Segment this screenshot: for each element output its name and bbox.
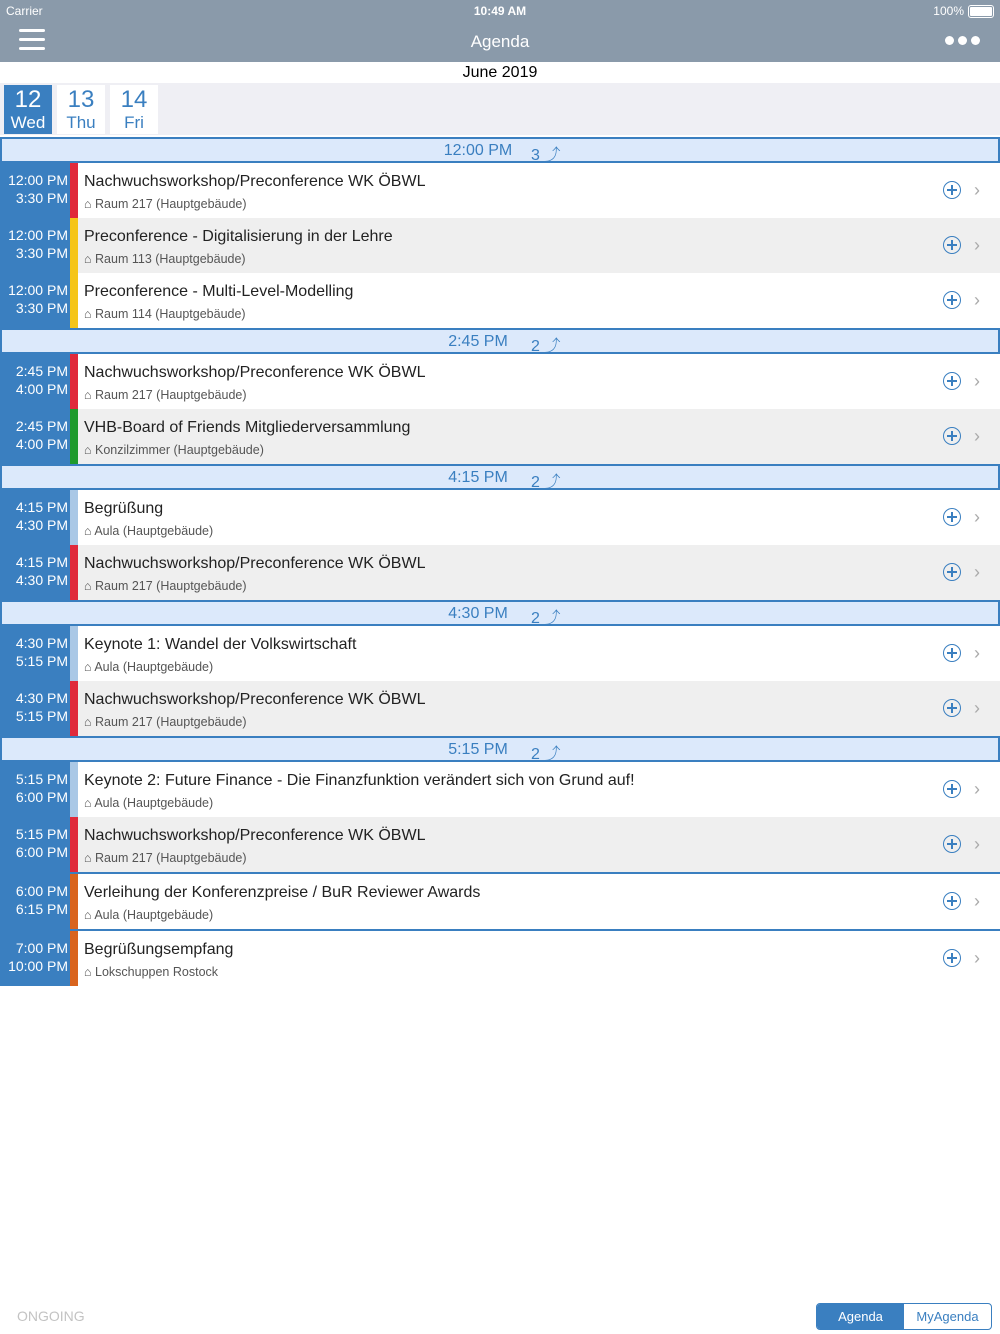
event-time: 12:00 PM 3:30 PM [0, 163, 70, 218]
add-to-myagenda-icon[interactable] [943, 563, 961, 581]
event-time: 5:15 PM 6:00 PM [0, 762, 70, 817]
event-row[interactable] [0, 545, 1000, 600]
chevron-right-icon: › [974, 779, 980, 799]
ongoing-toggle[interactable]: ONGOING [17, 1308, 85, 1324]
event-row[interactable] [0, 817, 1000, 872]
group-time: 4:15 PM [448, 469, 508, 486]
group-count: 2 ⤴ [531, 610, 561, 627]
add-to-myagenda-icon[interactable] [943, 780, 961, 798]
day-weekday: Fri [124, 113, 144, 132]
add-to-myagenda-icon[interactable] [943, 508, 961, 526]
segment-agenda[interactable]: Agenda [817, 1304, 904, 1329]
event-time: 4:30 PM 5:15 PM [0, 681, 70, 736]
battery-indicator [933, 4, 994, 18]
event-time: 5:15 PM 6:00 PM [0, 817, 70, 872]
event-row[interactable] [0, 762, 1000, 817]
add-to-myagenda-icon[interactable] [943, 372, 961, 390]
event-row[interactable] [0, 163, 1000, 218]
agenda-list [0, 137, 1000, 986]
event-row[interactable] [0, 626, 1000, 681]
group-count: 3 ⤴ [531, 147, 561, 164]
event-row[interactable] [0, 490, 1000, 545]
event-location: ⌂ Lokschuppen Rostock [84, 965, 219, 979]
battery-icon [968, 5, 994, 18]
day-number: 13 [67, 86, 95, 113]
track-color-bar [70, 681, 78, 736]
event-title: VHB-Board of Friends Mitgliederversammlung [84, 419, 411, 436]
track-color-bar [70, 218, 78, 273]
event-row[interactable] [0, 273, 1000, 328]
event-location: ⌂ Aula (Hauptgebäude) [84, 660, 214, 674]
add-to-myagenda-icon[interactable] [943, 949, 961, 967]
track-color-bar [70, 273, 78, 328]
track-color-bar [70, 354, 78, 409]
event-location: ⌂ Raum 217 (Hauptgebäude) [84, 579, 247, 593]
event-row[interactable] [0, 929, 1000, 986]
chevron-right-icon: › [974, 371, 980, 391]
chevron-right-icon: › [974, 891, 980, 911]
event-time: 4:30 PM 5:15 PM [0, 626, 70, 681]
track-color-bar [70, 409, 78, 464]
event-location: ⌂ Raum 217 (Hauptgebäude) [84, 851, 247, 865]
chevron-right-icon: › [974, 180, 980, 200]
chevron-right-icon: › [974, 643, 980, 663]
month-label: June 2019 [462, 64, 538, 81]
chevron-right-icon: › [974, 698, 980, 718]
group-time: 12:00 PM [443, 142, 513, 159]
track-color-bar [70, 817, 78, 872]
track-color-bar [70, 931, 78, 986]
event-time: 4:15 PM 4:30 PM [0, 545, 70, 600]
event-title: Preconference - Digitalisierung in der Lehre [84, 228, 393, 245]
event-title: Keynote 1: Wandel der Volkswirtschaft [84, 636, 357, 653]
track-color-bar [70, 626, 78, 681]
event-time: 6:00 PM 6:15 PM [0, 874, 70, 929]
day-tab-13[interactable] [57, 85, 105, 134]
day-weekday: Wed [10, 113, 46, 132]
time-group-header[interactable] [0, 464, 1000, 490]
battery-percent: 100% [933, 4, 964, 18]
event-location: ⌂ Aula (Hauptgebäude) [84, 796, 214, 810]
time-group-header[interactable] [0, 736, 1000, 762]
event-row[interactable] [0, 872, 1000, 929]
clock: 10:49 AM [473, 4, 527, 18]
page-title: Agenda [470, 32, 530, 51]
status-bar [0, 0, 1000, 22]
chevron-right-icon: › [974, 235, 980, 255]
add-to-myagenda-icon[interactable] [943, 181, 961, 199]
day-number: 14 [120, 86, 148, 113]
chevron-right-icon: › [974, 290, 980, 310]
add-to-myagenda-icon[interactable] [943, 291, 961, 309]
event-title: Nachwuchsworkshop/Preconference WK ÖBWL [84, 827, 426, 844]
event-time: 7:00 PM 10:00 PM [0, 931, 70, 986]
nav-bar [0, 22, 1000, 62]
track-color-bar [70, 762, 78, 817]
segment-myagenda[interactable]: MyAgenda [916, 1309, 979, 1324]
group-count: 2 ⤴ [531, 474, 561, 491]
event-row[interactable] [0, 354, 1000, 409]
chevron-right-icon: › [974, 948, 980, 968]
time-group-header[interactable] [0, 328, 1000, 354]
event-title: Nachwuchsworkshop/Preconference WK ÖBWL [84, 173, 426, 190]
time-group-header[interactable] [0, 137, 1000, 163]
event-location: ⌂ Konzilzimmer (Hauptgebäude) [84, 443, 264, 457]
chevron-right-icon: › [974, 507, 980, 527]
add-to-myagenda-icon[interactable] [943, 835, 961, 853]
event-location: ⌂ Raum 114 (Hauptgebäude) [84, 307, 246, 321]
more-options-icon[interactable] [945, 36, 980, 45]
event-location: ⌂ Aula (Hauptgebäude) [84, 524, 214, 538]
group-time: 2:45 PM [448, 333, 508, 350]
view-segmented-control [816, 1303, 992, 1330]
date-strip [0, 83, 1000, 135]
track-color-bar [70, 874, 78, 929]
add-to-myagenda-icon[interactable] [943, 236, 961, 254]
carrier-label: Carrier [6, 4, 43, 18]
day-tab-12[interactable] [4, 85, 52, 134]
event-location: ⌂ Raum 113 (Hauptgebäude) [84, 252, 246, 266]
day-weekday: Thu [66, 113, 96, 132]
track-color-bar [70, 490, 78, 545]
event-title: Keynote 2: Future Finance - Die Finanzfunktion verändert sich von Grund auf! [84, 772, 635, 789]
event-row[interactable] [0, 681, 1000, 736]
group-count: 2 ⤴ [531, 746, 561, 763]
event-row[interactable] [0, 218, 1000, 273]
add-to-myagenda-icon[interactable] [943, 427, 961, 445]
event-title: Verleihung der Konferenzpreise / BuR Reviewer Awards [84, 884, 481, 901]
time-group-header[interactable] [0, 600, 1000, 626]
day-number: 12 [14, 86, 42, 113]
event-time: 4:15 PM 4:30 PM [0, 490, 70, 545]
group-count: 2 ⤴ [531, 338, 561, 355]
event-title: Preconference - Multi-Level-Modelling [84, 283, 354, 300]
add-to-myagenda-icon[interactable] [943, 892, 961, 910]
group-time: 5:15 PM [448, 741, 508, 758]
event-location: ⌂ Aula (Hauptgebäude) [84, 908, 214, 922]
add-to-myagenda-icon[interactable] [943, 644, 961, 662]
event-location: ⌂ Raum 217 (Hauptgebäude) [84, 388, 247, 402]
event-location: ⌂ Raum 217 (Hauptgebäude) [84, 197, 247, 211]
event-title: Nachwuchsworkshop/Preconference WK ÖBWL [84, 555, 426, 572]
event-title: Nachwuchsworkshop/Preconference WK ÖBWL [84, 364, 426, 381]
chevron-right-icon: › [974, 426, 980, 446]
event-title: Begrüßung [84, 500, 164, 517]
chevron-right-icon: › [974, 834, 980, 854]
event-location: ⌂ Raum 217 (Hauptgebäude) [84, 715, 247, 729]
event-time: 2:45 PM 4:00 PM [0, 409, 70, 464]
event-time: 12:00 PM 3:30 PM [0, 273, 70, 328]
day-tab-14[interactable] [110, 85, 158, 134]
event-title: Begrüßungsempfang [84, 941, 234, 958]
event-time: 2:45 PM 4:00 PM [0, 354, 70, 409]
add-to-myagenda-icon[interactable] [943, 699, 961, 717]
event-title: Nachwuchsworkshop/Preconference WK ÖBWL [84, 691, 426, 708]
group-time: 4:30 PM [448, 605, 508, 622]
track-color-bar [70, 545, 78, 600]
chevron-right-icon: › [974, 562, 980, 582]
event-row[interactable] [0, 409, 1000, 464]
track-color-bar [70, 163, 78, 218]
event-time: 12:00 PM 3:30 PM [0, 218, 70, 273]
